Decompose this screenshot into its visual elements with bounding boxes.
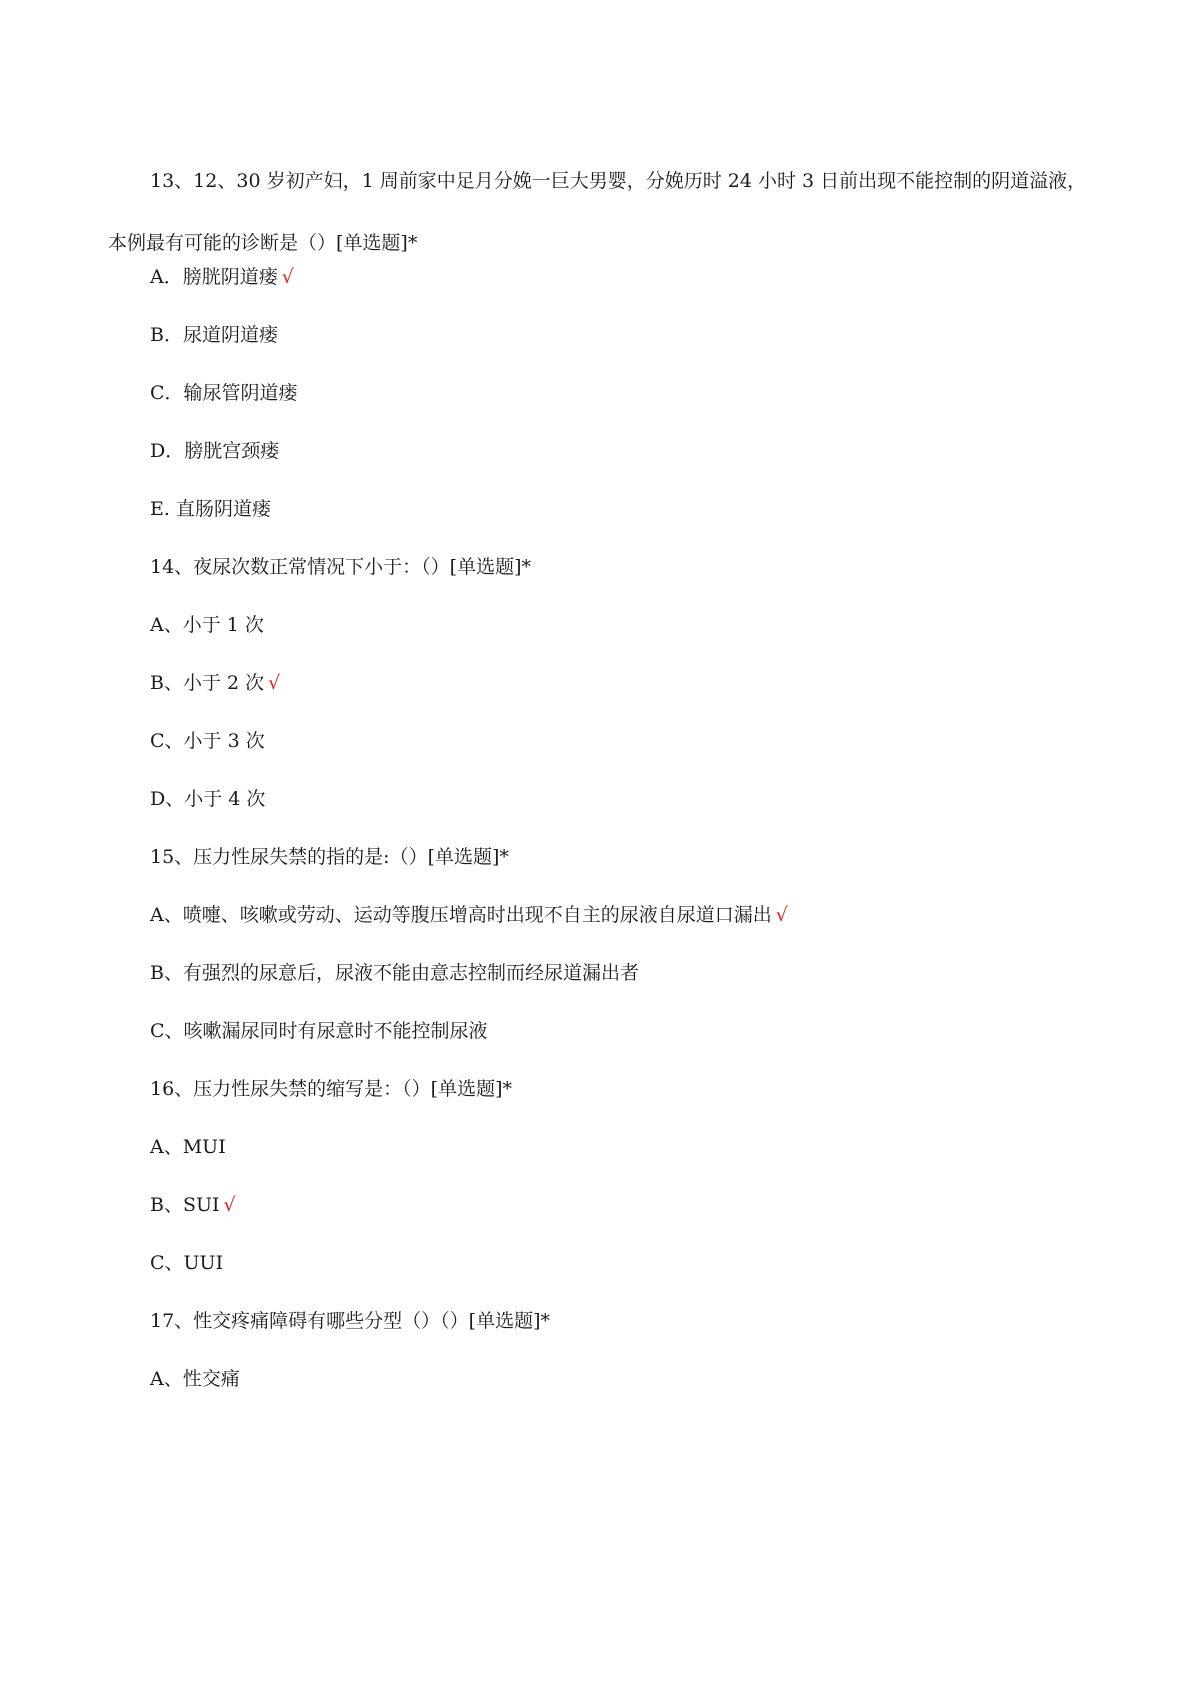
option-text: A、性交痛: [150, 1368, 240, 1390]
question-16-text: [150, 1074, 512, 1104]
option-13-b: [150, 320, 278, 350]
option-text: A．膀胱阴道瘘: [150, 266, 278, 288]
correct-check-icon: √: [775, 904, 788, 926]
correct-check-icon: √: [268, 672, 281, 694]
option-17-a: [150, 1364, 240, 1394]
option-text: C、小于 3 次: [150, 730, 265, 752]
option-14-b: [150, 668, 280, 698]
option-text: A、小于 1 次: [150, 614, 264, 636]
question-17-text: [150, 1306, 550, 1336]
option-14-a: [150, 610, 264, 640]
option-text: B．尿道阴道瘘: [150, 324, 278, 346]
option-13-a: [150, 262, 294, 292]
option-text: E. 直肠阴道瘘: [150, 498, 271, 520]
option-text: C．输尿管阴道瘘: [150, 382, 298, 404]
option-text: B、小于 2 次: [150, 672, 265, 694]
option-14-d: [150, 784, 265, 814]
question-15-text: [150, 842, 509, 872]
question-14-text: [150, 552, 531, 582]
option-15-c: [150, 1016, 488, 1046]
option-16-a: [150, 1132, 226, 1162]
correct-check-icon: √: [281, 266, 294, 288]
question-13-text: 13、12、30 岁初产妇，1 周前家中足月分娩一巨大男婴，分娩历时 24 小时 3 日前出现不能控制的阴道溢液，本例最有可能的诊断是（）[单选题]*: [108, 170, 1087, 254]
question-text: 14、夜尿次数正常情况下小于：（）[单选题]*: [150, 556, 532, 578]
option-text: C、咳嗽漏尿同时有尿意时不能控制尿液: [150, 1020, 488, 1042]
option-text: B、有强烈的尿意后，尿液不能由意志控制而经尿道漏出者: [150, 962, 639, 984]
option-14-c: [150, 726, 265, 756]
option-text: C、UUI: [150, 1252, 224, 1274]
option-13-c: [150, 378, 298, 408]
option-15-a: [150, 900, 788, 930]
question-text: 17、性交疼痛障碍有哪些分型（）（）[单选题]*: [150, 1310, 551, 1332]
option-16-c: [150, 1248, 223, 1278]
option-text: B、SUI: [150, 1194, 220, 1216]
option-16-b: [150, 1190, 236, 1220]
option-text: D、小于 4 次: [150, 788, 266, 810]
question-text: 15、压力性尿失禁的指的是:（）[单选题]*: [150, 846, 509, 868]
option-text: D．膀胱宫颈瘘: [150, 440, 280, 462]
option-text: A、喷嚏、咳嗽或劳动、运动等腹压增高时出现不自主的尿液自尿道口漏出: [150, 904, 772, 926]
option-15-b: [150, 958, 639, 988]
option-13-e: [150, 494, 271, 524]
correct-check-icon: √: [223, 1194, 236, 1216]
question-text: 16、压力性尿失禁的缩写是：（）[单选题]*: [150, 1078, 513, 1100]
option-13-d: [150, 436, 279, 466]
option-text: A、MUI: [150, 1136, 226, 1158]
